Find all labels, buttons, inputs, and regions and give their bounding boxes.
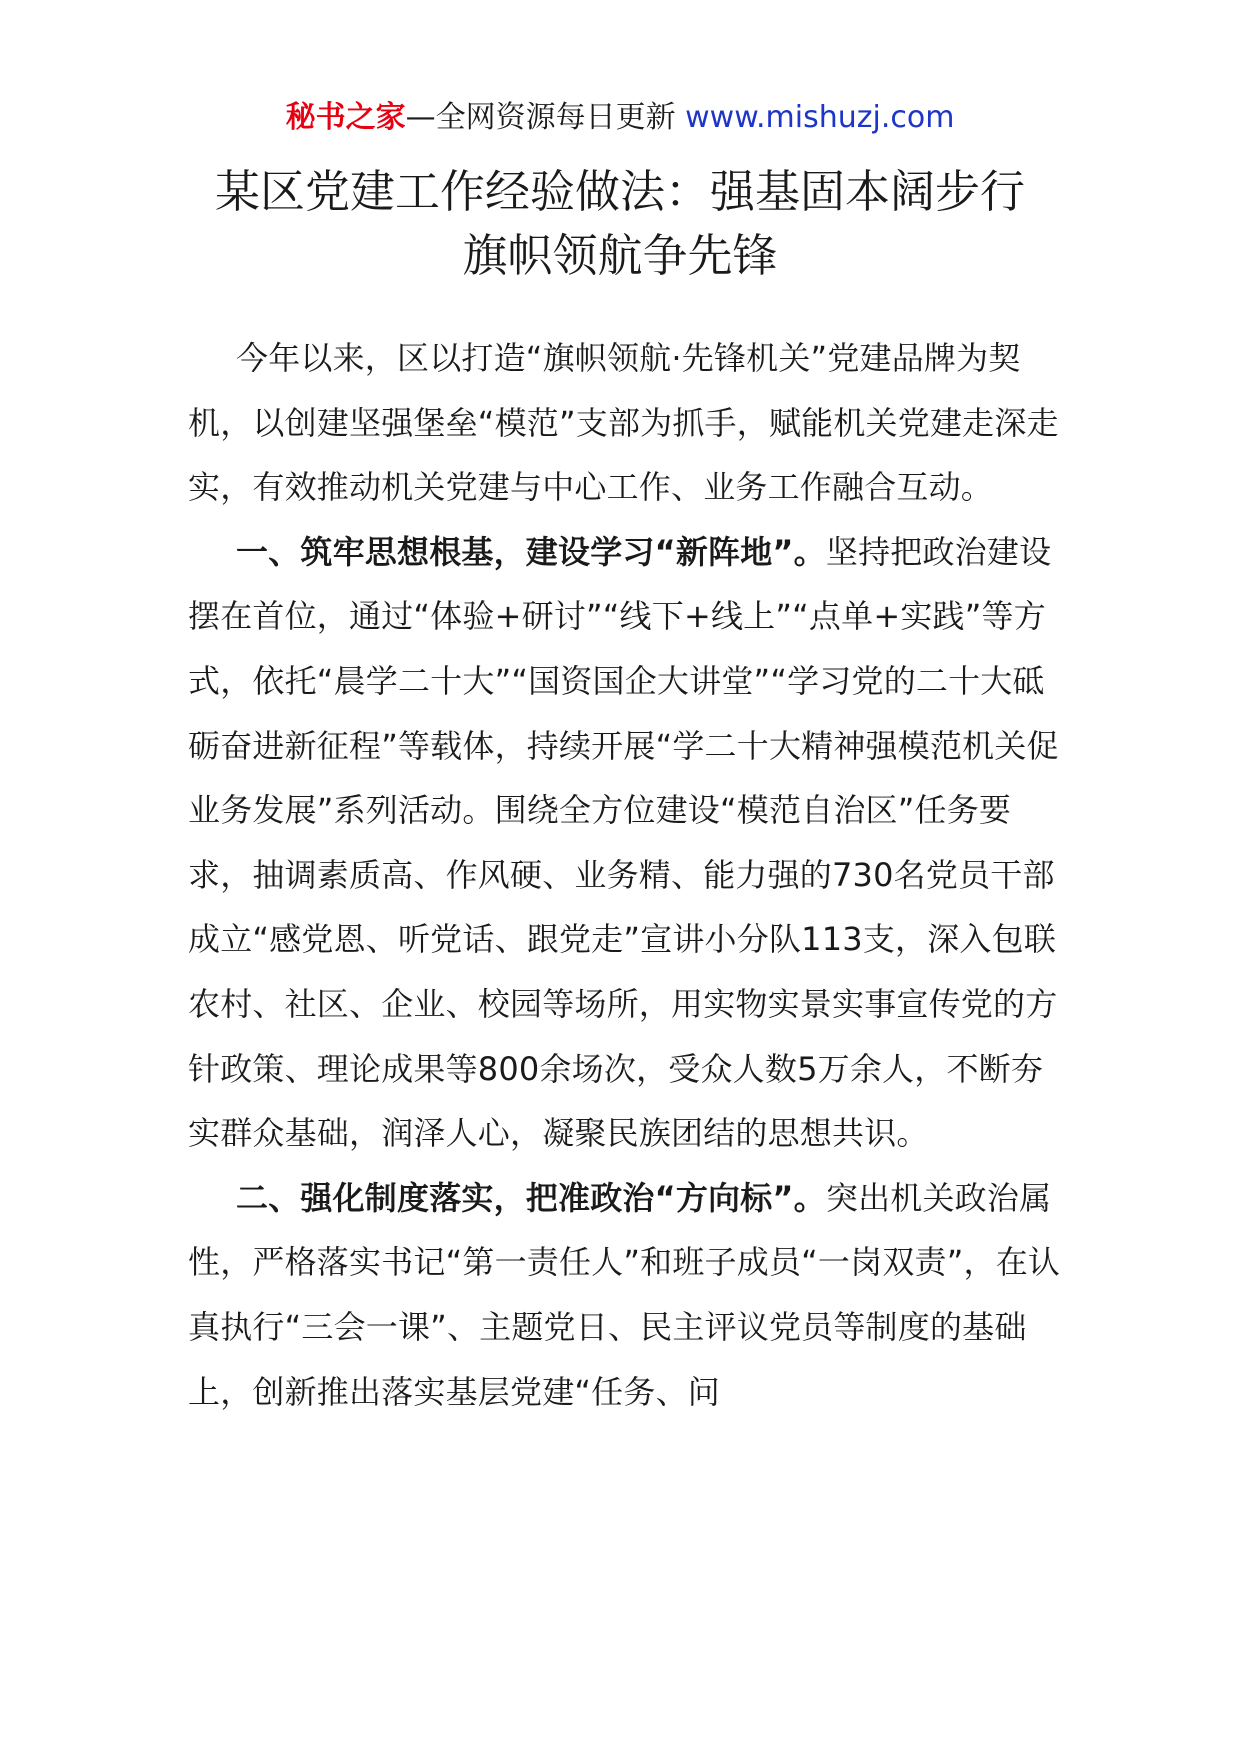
section-1-text: 坚持把政治建设摆在首位，通过“体验+研讨”“线下+线上”“点单+实践”等方式，依托“晨学二十大”“国资国企大讲堂”“学习党的二十大砥砺奋进新征程”等载体，持续开展“学二十大精神强模范机关促业务发展”系列活动。围绕全方位建设“模范自治区”任务要求，抽调素质高、作风硬、业务精、能力强的730名党员干部成立“感党恩、听党话、跟党走”宣讲小分队113支，深入包联农村、社区、企业、校园等场所，用实物实景实事宣传党的方针政策、理论成果等800余场次，受众人数5万余人，不断夯实群众基础，润泽人心，凝聚民族团结的思想共识。 xyxy=(188,532,1059,1153)
paragraph-section-1 xyxy=(188,520,1068,1166)
site-header xyxy=(0,98,1240,138)
paragraph-section-2 xyxy=(188,1166,1068,1424)
section-2-heading: 二、强化制度落实，把准政治“方向标”。 xyxy=(236,1178,826,1217)
document-title-line-1: 某区党建工作经验做法：强基固本阔步行 xyxy=(214,165,1025,218)
site-tagline: —全网资源每日更新 xyxy=(405,100,676,135)
paragraph-intro xyxy=(188,326,1068,520)
section-1-heading: 一、筑牢思想根基，建设学习“新阵地”。 xyxy=(236,532,826,571)
site-url-link[interactable]: www.mishuzj.com xyxy=(685,100,955,135)
section-2-text: 突出机关政治属性，严格落实书记“第一责任人”和班子成员“一岗双责”，在认真执行“三会一课”、主题党日、民主评议党员等制度的基础上，创新推出落实基层党建“任务、问 xyxy=(188,1178,1061,1411)
paragraph-intro-text: 今年以来，区以打造“旗帜领航·先锋机关”党建品牌为契机，以创建坚强堡垒“模范”支部为抓手，赋能机关党建走深走实，有效推动机关党建与中心工作、业务工作融合互动。 xyxy=(188,339,1059,507)
document-body xyxy=(188,326,1068,1424)
site-brand: 秘书之家 xyxy=(285,100,406,135)
document-title-line-2: 旗帜领航争先锋 xyxy=(462,229,778,282)
document-title xyxy=(120,160,1120,288)
